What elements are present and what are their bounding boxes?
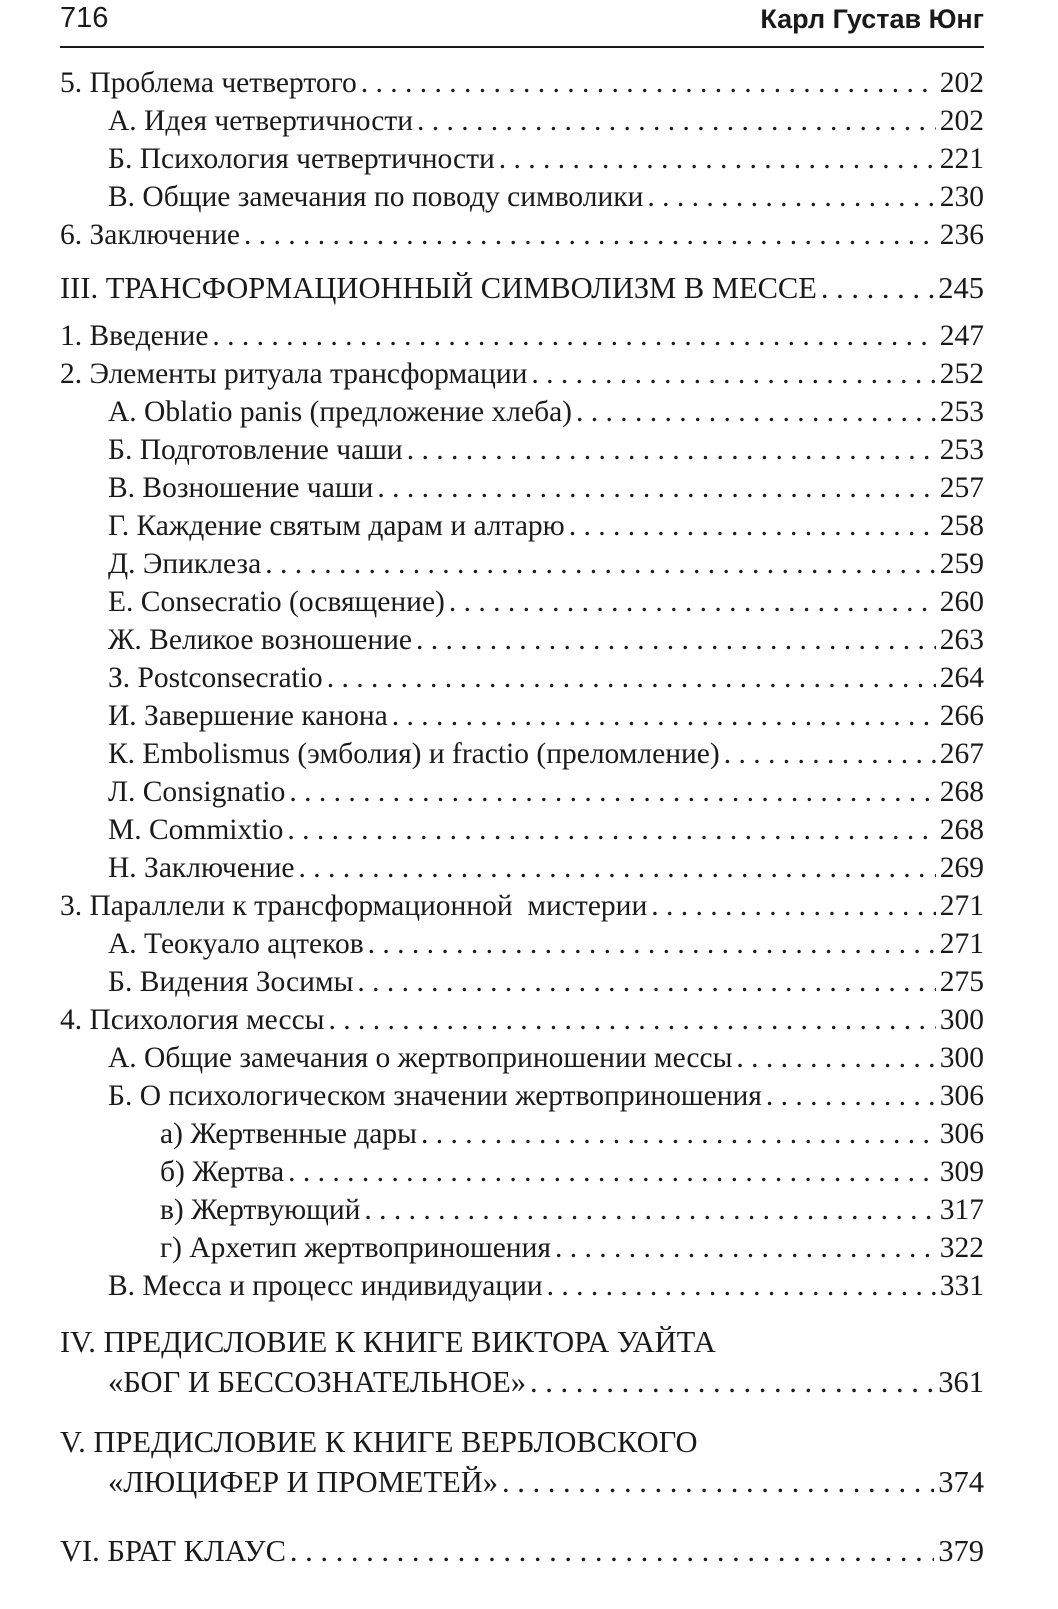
leader-dots <box>417 102 936 140</box>
leader-dots <box>499 140 936 178</box>
toc-entry <box>60 659 984 697</box>
toc-entry <box>60 887 984 925</box>
toc-entry-title: 4. Психология мессы <box>60 1004 325 1036</box>
leader-dots <box>569 507 936 545</box>
book-page <box>60 0 984 1568</box>
toc-entry-title: М. Commixtio <box>108 814 284 846</box>
toc-section <box>60 1422 984 1502</box>
toc-section-title-line1: V. ПРЕДИСЛОВИЕ К КНИГЕ ВЕРБЛОВСКОГО <box>60 1425 698 1459</box>
toc-entry-title: 6. Заключение <box>60 219 240 251</box>
toc-entry <box>60 469 984 507</box>
toc-section-title: VI. БРАТ КЛАУС <box>60 1534 286 1568</box>
leader-dots <box>377 469 935 507</box>
toc-entry-page: 259 <box>939 548 984 580</box>
toc-entry-title: 5. Проблема четвертого <box>60 67 357 99</box>
toc-entry-title: В. Общие замечания по поводу символики <box>108 181 644 213</box>
toc-entry-title: Д. Эпиклеза <box>108 548 262 580</box>
leader-dots <box>287 811 935 849</box>
toc-entry <box>60 583 984 621</box>
toc-entry <box>60 64 984 102</box>
toc-entry-title: 1. Введение <box>60 320 209 352</box>
toc-entry-page: 300 <box>939 1042 984 1074</box>
leader-dots <box>357 963 935 1001</box>
toc-entry-page: 202 <box>939 105 984 137</box>
leader-dots <box>530 1362 934 1402</box>
toc-entry-title: К. Embolismus (эмболия) и fractio (преломление) <box>108 738 720 770</box>
toc-entry-page: 275 <box>939 966 984 998</box>
toc-entry <box>60 1115 984 1153</box>
toc-entry-page: 306 <box>939 1118 984 1150</box>
toc-entry-page: 258 <box>939 510 984 542</box>
toc-entry-title: Е. Consecratio (освящение) <box>108 586 445 618</box>
leader-dots <box>299 849 936 887</box>
leader-dots <box>736 1039 935 1077</box>
leader-dots <box>647 178 935 216</box>
toc-entry <box>60 697 984 735</box>
toc-entry-title: А. Теокуало ацтеков <box>108 928 364 960</box>
toc-entry-page: 264 <box>939 662 984 694</box>
toc-entry-title: В. Месса и процесс индивидуации <box>108 1270 543 1302</box>
toc-entry <box>60 1267 984 1305</box>
leader-dots <box>265 545 936 583</box>
toc-entry-page: 202 <box>939 67 984 99</box>
toc-entry <box>60 1191 984 1229</box>
leader-dots <box>651 887 936 925</box>
leader-dots <box>368 925 936 963</box>
toc-entry-page: 267 <box>939 738 984 770</box>
toc-entry <box>60 1077 984 1115</box>
page-header <box>60 0 984 48</box>
toc-entry <box>60 621 984 659</box>
leader-dots <box>449 583 936 621</box>
leader-dots <box>212 317 935 355</box>
leader-dots <box>421 1115 936 1153</box>
toc-entry-page: 247 <box>939 320 984 352</box>
toc-entry-page: 379 <box>938 1534 984 1568</box>
toc-entry-page: 300 <box>939 1004 984 1036</box>
leader-dots <box>328 1001 935 1039</box>
toc-entry-title: Б. Подготовление чаши <box>108 434 403 466</box>
toc-entry-page: 317 <box>939 1194 984 1226</box>
toc-entry-page: 257 <box>939 472 984 504</box>
leader-dots <box>531 355 935 393</box>
toc-entry <box>60 178 984 216</box>
leader-dots <box>290 1531 934 1571</box>
toc-entry-title: в) Жертвующий <box>160 1194 361 1226</box>
leader-dots <box>416 621 936 659</box>
toc-entry <box>60 849 984 887</box>
toc-entry <box>60 545 984 583</box>
toc-entry-page: 271 <box>939 890 984 922</box>
toc-entry-page: 266 <box>939 700 984 732</box>
toc-entry-title: Н. Заключение <box>108 852 295 884</box>
running-title: Карл Густав Юнг <box>760 4 984 34</box>
toc-entry-title: 3. Параллели к трансформационной мистерии <box>60 890 648 922</box>
leader-dots <box>821 268 934 308</box>
toc-entry <box>60 355 984 393</box>
leader-dots <box>289 773 935 811</box>
toc-entry-page: 253 <box>939 396 984 428</box>
toc-entry-page: 322 <box>939 1232 984 1264</box>
toc-entry <box>60 102 984 140</box>
toc-entry-title: А. Oblatio panis (предложение хлеба) <box>108 396 572 428</box>
toc-entry-title: Л. Consignatio <box>108 776 286 808</box>
toc-entry <box>60 507 984 545</box>
toc-entry-title: З. Postconsecratio <box>108 662 323 694</box>
toc-entry <box>60 431 984 469</box>
toc-section-title-line1: IV. ПРЕДИСЛОВИЕ К КНИГЕ ВИКТОРА УАЙТА <box>60 1325 716 1359</box>
toc-section-line2 <box>60 1362 984 1402</box>
toc-section-title: III. ТРАНСФОРМАЦИОННЫЙ СИМВОЛИЗМ В МЕССЕ <box>60 271 817 305</box>
leader-dots <box>407 431 936 469</box>
toc-entry-title: Б. Видения Зосимы <box>108 966 354 998</box>
toc-entry-page: 271 <box>939 928 984 960</box>
leader-dots <box>502 1462 934 1502</box>
toc-section <box>60 1531 984 1571</box>
toc-entry <box>60 1039 984 1077</box>
toc-entry-title: г) Архетип жертвоприношения <box>160 1232 551 1264</box>
toc-entry <box>60 773 984 811</box>
toc-entry <box>60 963 984 1001</box>
toc-entry-page: 221 <box>939 143 984 175</box>
toc-entry-page: 245 <box>938 271 984 305</box>
toc-entry-page: 230 <box>939 181 984 213</box>
leader-dots <box>327 659 936 697</box>
leader-dots <box>364 1191 935 1229</box>
toc-entry-page: 252 <box>939 358 984 390</box>
toc-entry <box>60 140 984 178</box>
leader-dots <box>244 216 936 254</box>
toc-entry <box>60 811 984 849</box>
toc-entry-page: 331 <box>939 1270 984 1302</box>
toc-entry <box>60 1229 984 1267</box>
toc-entry-title: 2. Элементы ритуала трансформации <box>60 358 528 390</box>
toc-entry <box>60 1001 984 1039</box>
leader-dots <box>766 1077 936 1115</box>
toc-entry-title: В. Возношение чаши <box>108 472 374 504</box>
toc-entry-title: Б. Психология четвертичности <box>108 143 495 175</box>
toc-entry-page: 260 <box>939 586 984 618</box>
leader-dots <box>555 1229 936 1267</box>
page-number: 716 <box>60 2 109 34</box>
toc-entry-page: 306 <box>939 1080 984 1112</box>
toc-entry <box>60 735 984 773</box>
toc-entry-page: 309 <box>939 1156 984 1188</box>
toc-section <box>60 268 984 308</box>
toc-entry <box>60 1153 984 1191</box>
toc-section-line2 <box>60 1462 984 1502</box>
toc-entry-title: А. Идея четвертичности <box>108 105 413 137</box>
toc-entry <box>60 925 984 963</box>
toc-entry-page: 268 <box>939 814 984 846</box>
toc-section-title-line2: «ЛЮЦИФЕР И ПРОМЕТЕЙ» <box>108 1465 498 1499</box>
toc-entry-page: 263 <box>939 624 984 656</box>
toc-entry-page: 268 <box>939 776 984 808</box>
toc-entry-page: 269 <box>939 852 984 884</box>
leader-dots <box>361 64 936 102</box>
leader-dots <box>288 1153 936 1191</box>
toc-entry-page: 374 <box>938 1465 984 1499</box>
toc-entry-page: 236 <box>939 219 984 251</box>
leader-dots <box>724 735 936 773</box>
leader-dots <box>576 393 936 431</box>
toc-entry-title: б) Жертва <box>160 1156 285 1188</box>
toc-entry <box>60 216 984 254</box>
toc-entry-title: Б. О психологическом значении жертвоприношения <box>108 1080 762 1112</box>
leader-dots <box>392 697 936 735</box>
toc-entry-title: А. Общие замечания о жертвоприношении мессы <box>108 1042 733 1074</box>
toc-section <box>60 1322 984 1402</box>
toc-entry <box>60 317 984 355</box>
toc-entry-page: 253 <box>939 434 984 466</box>
leader-dots <box>547 1267 936 1305</box>
toc-entry-title: Г. Каждение святым дарам и алтарю <box>108 510 565 542</box>
toc-entry-title: И. Завершение канона <box>108 700 388 732</box>
toc-entry <box>60 393 984 431</box>
toc-entry-page: 361 <box>938 1365 984 1399</box>
toc-entry-title: Ж. Великое возношение <box>108 624 413 656</box>
toc-section-title-line2: «БОГ И БЕССОЗНАТЕЛЬНОЕ» <box>108 1365 526 1399</box>
toc-entry-title: а) Жертвенные дары <box>160 1118 417 1150</box>
